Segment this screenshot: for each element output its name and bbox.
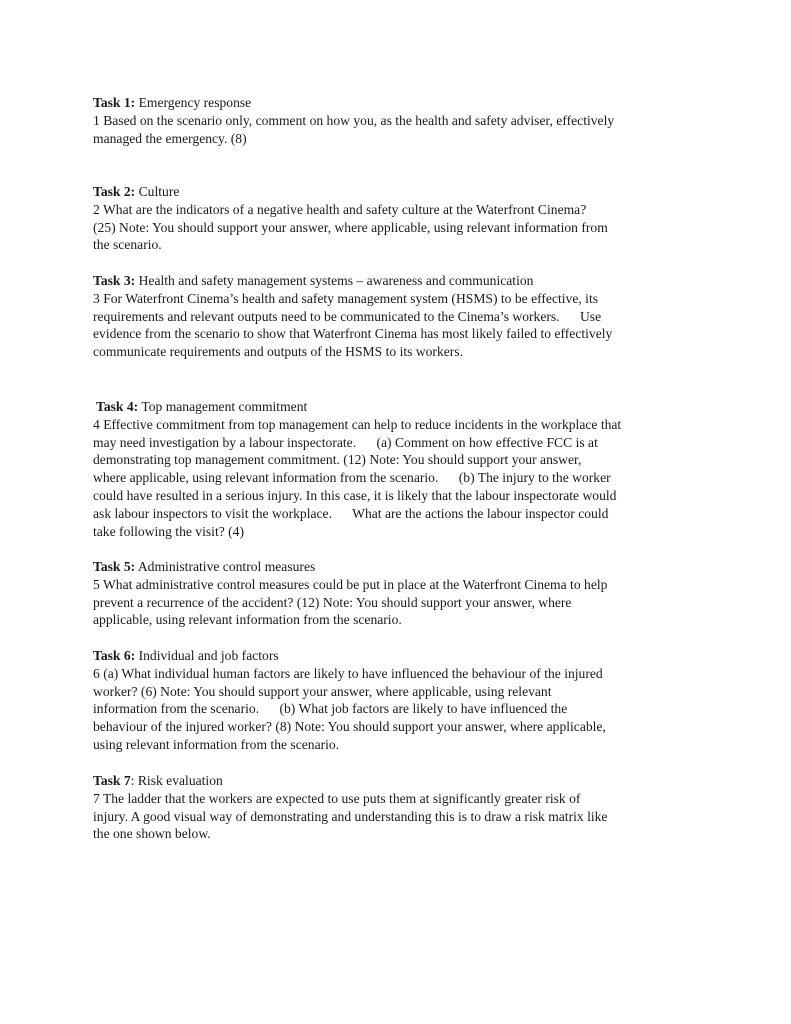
task-7-line: 7 The ladder that the workers are expected to use puts them at significantly greater risk of (93, 790, 581, 806)
task-3-section (93, 272, 703, 361)
task-4-line: could have resulted in a serious injury. In this case, it is likely that the labour inspectorate would (93, 487, 617, 503)
task-1-label: Task 1: (93, 95, 136, 110)
task-6-label: Task 6: (93, 648, 136, 663)
task-3-title: Health and safety management systems – awareness and communication (135, 273, 534, 288)
task-2-title: Culture (135, 184, 180, 199)
task-3-heading (93, 272, 703, 290)
task-4-heading (93, 398, 703, 416)
task-4-line: take following the visit? (4) (93, 523, 245, 539)
task-3-line: requirements and relevant outputs need to be communicated to the Cinema’s workers. Use (93, 308, 602, 324)
task-3-line: 3 For Waterfront Cinema’s health and safety management system (HSMS) to be effective, its (93, 290, 599, 306)
task-7-label: Task 7 (93, 773, 131, 788)
task-2-label: Task 2: (93, 184, 136, 199)
task-4-line: 4 Effective commitment from top management can help to reduce incidents in the workplace that (93, 416, 622, 432)
task-7-title: : Risk evaluation (130, 773, 223, 788)
task-2-line: (25) Note: You should support your answer, where applicable, using relevant information from (93, 219, 608, 235)
task-4-line: may need investigation by a labour inspectorate. (a) Comment on how effective FCC is at (93, 434, 598, 450)
task-5-line: applicable, using relevant information from the scenario. (93, 612, 402, 628)
task-6-line: 6 (a) What individual human factors are likely to have influenced the behaviour of the injured (93, 665, 603, 681)
task-6-title: Individual and job factors (135, 648, 279, 663)
task-1-line: managed the emergency. (8) (93, 130, 247, 146)
task-3-line: evidence from the scenario to show that Waterfront Cinema has most likely failed to effectively (93, 326, 613, 342)
task-3-line: communicate requirements and outputs of the HSMS to its workers. (93, 344, 463, 360)
task-4-line: where applicable, using relevant information from the scenario. (b) The injury to the worker (93, 470, 611, 486)
task-6-line: behaviour of the injured worker? (8) Note: You should support your answer, where applicable, (93, 719, 606, 735)
task-4-title: Top management commitment (138, 399, 308, 414)
task-3-label: Task 3: (93, 273, 136, 288)
task-4-label: Task 4: (96, 399, 139, 414)
task-5-line: prevent a recurrence of the accident? (12) Note: You should support your answer, where (93, 594, 572, 610)
task-1-line: 1 Based on the scenario only, comment on how you, as the health and safety adviser, effectively (93, 112, 615, 128)
task-5-line: 5 What administrative control measures could be put in place at the Waterfront Cinema to help (93, 576, 608, 592)
task-1-section (93, 94, 703, 147)
task-2-heading (93, 183, 703, 201)
task-4-section (93, 398, 703, 540)
task-6-line: worker? (6) Note: You should support your answer, where applicable, using relevant (93, 683, 552, 699)
task-7-heading (93, 772, 703, 790)
task-2-line: the scenario. (93, 237, 162, 253)
task-7-line: the one shown below. (93, 826, 211, 842)
task-6-line: information from the scenario. (b) What job factors are likely to have influenced the (93, 701, 568, 717)
task-4-line: demonstrating top management commitment. (12) Note: You should support your answer, (93, 452, 582, 468)
task-6-heading (93, 647, 703, 665)
task-7-section (93, 772, 703, 843)
task-6-line: using relevant information from the scenario. (93, 736, 340, 752)
task-7-line: injury. A good visual way of demonstrating and understanding this is to draw a risk matrix like (93, 808, 608, 824)
task-5-heading (93, 558, 703, 576)
task-2-line: 2 What are the indicators of a negative health and safety culture at the Waterfront Cinema? (93, 201, 587, 217)
task-5-section (93, 558, 703, 629)
task-1-heading (93, 94, 703, 112)
task-1-title: Emergency response (135, 95, 252, 110)
task-2-section (93, 183, 703, 254)
task-4-line: ask labour inspectors to visit the workplace. What are the actions the labour inspector could (93, 505, 609, 521)
task-5-label: Task 5: (93, 559, 136, 574)
task-5-title: Administrative control measures (135, 559, 316, 574)
task-6-section (93, 647, 703, 754)
